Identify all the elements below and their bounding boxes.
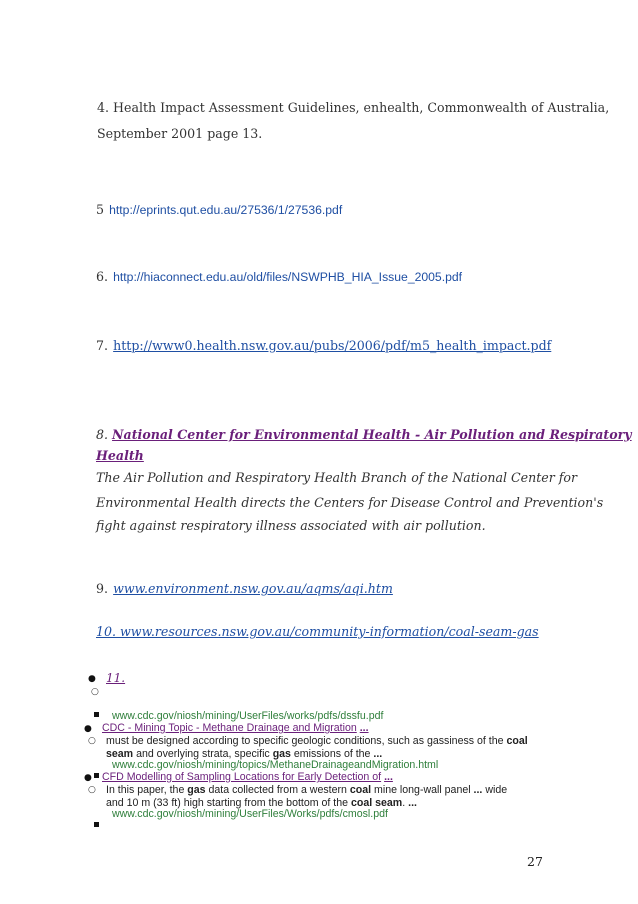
- result-2-keyword: coal: [506, 735, 528, 747]
- reference-7-number: 7.: [96, 338, 109, 353]
- result-2-title: [102, 722, 369, 734]
- bullet-disc: ●: [84, 724, 92, 734]
- bullet-circle: ○: [91, 687, 99, 697]
- reference-8-number: 8.: [96, 427, 109, 442]
- reference-5: [96, 199, 342, 218]
- reference-9-link[interactable]: www.environment.nsw.gov.au/aqms/aqi.htm: [113, 581, 393, 596]
- result-2-description-line-1: [106, 735, 528, 747]
- result-3-url[interactable]: www.cdc.gov/niosh/mining/UserFiles/Works/pdfs/cmosl.pdf: [112, 808, 388, 820]
- result-3-text: mine long-wall panel: [374, 784, 471, 796]
- reference-10-link[interactable]: 10. www.resources.nsw.gov.au/community-information/coal-seam-gas: [96, 624, 539, 639]
- result-3-keyword: gas: [187, 784, 206, 796]
- reference-9-number: 9.: [96, 581, 109, 596]
- reference-7-link[interactable]: http://www0.health.nsw.gov.au/pubs/2006/pdf/m5_health_impact.pdf: [113, 338, 552, 353]
- result-2-ellipsis: ...: [373, 748, 383, 760]
- result-3-ellipsis: ...: [473, 784, 483, 796]
- bullet-circle: ○: [88, 736, 96, 746]
- reference-5-number: 5: [96, 202, 105, 217]
- result-2-text: emissions of the: [293, 748, 371, 760]
- bullet-square: [94, 702, 99, 721]
- result-2-keyword: seam: [106, 748, 134, 760]
- reference-7: [96, 335, 551, 354]
- reference-5-link[interactable]: http://eprints.qut.edu.au/27536/1/27536.pdf: [109, 203, 343, 217]
- reference-6-number: 6.: [96, 269, 109, 284]
- result-3-ellipsis: ...: [408, 797, 417, 809]
- reference-4-line-2: September 2001 page 13.: [97, 126, 263, 141]
- result-3-keyword: coal: [349, 784, 372, 796]
- result-2-title-ellipsis: ...: [359, 722, 369, 734]
- result-3-text: .: [402, 797, 406, 809]
- result-3-title: [102, 771, 393, 783]
- result-3-description-line-1: [106, 784, 507, 796]
- reference-6-link[interactable]: http://hiaconnect.edu.au/old/files/NSWPHB_HIA_Issue_2005.pdf: [113, 270, 463, 284]
- result-2-text: must be designed according to specific geologic conditions, such as gassiness of the: [106, 735, 504, 747]
- result-1-url[interactable]: www.cdc.gov/niosh/mining/UserFiles/works/pdfs/dssfu.pdf: [112, 710, 384, 722]
- reference-8-title-line-1: [96, 427, 632, 442]
- result-3-text: data collected from a western: [208, 784, 347, 796]
- result-3-text: and 10 m (33 ft) high starting from the bottom of the: [106, 797, 349, 809]
- reference-8-description-line-3: fight against respiratory illness associated with air pollution.: [96, 518, 486, 533]
- bullet-disc: ●: [84, 773, 92, 783]
- bullet-circle: ○: [88, 785, 96, 795]
- result-3-title-link[interactable]: CFD Modelling of Sampling Locations for Early Detection of: [102, 771, 382, 783]
- bullet-disc: ●: [88, 674, 96, 684]
- reference-8-description-line-1: The Air Pollution and Respiratory Health Branch of the National Center for: [96, 470, 578, 485]
- result-3-text: wide: [485, 784, 508, 796]
- list-item-11-link[interactable]: 11.: [106, 671, 126, 685]
- bullet-square: [94, 812, 99, 831]
- result-3-title-ellipsis: ...: [384, 771, 393, 783]
- result-2-title-link[interactable]: CDC - Mining Topic - Methane Drainage and Migration: [102, 722, 357, 734]
- reference-6: [96, 266, 462, 285]
- page-number: 27: [527, 854, 543, 869]
- result-2-text: and overlying strata, specific: [136, 748, 270, 760]
- reference-4-line-1: 4. Health Impact Assessment Guidelines, enhealth, Commonwealth of Australia,: [97, 100, 610, 115]
- result-3-text: In this paper, the: [106, 784, 185, 796]
- result-2-url[interactable]: www.cdc.gov/niosh/mining/topics/MethaneDrainageandMigration.html: [112, 759, 439, 771]
- result-2-keyword: gas: [272, 748, 291, 760]
- reference-9: [96, 578, 393, 597]
- reference-8-title-line-2[interactable]: Health: [96, 448, 144, 463]
- reference-8-description-line-2: Environmental Health directs the Centers for Disease Control and Prevention's: [96, 495, 604, 510]
- result-3-keyword: coal seam: [350, 797, 403, 809]
- bullet-square: [94, 763, 99, 782]
- reference-8-title-link[interactable]: National Center for Environmental Health - Air Pollution and Respiratory: [112, 427, 632, 442]
